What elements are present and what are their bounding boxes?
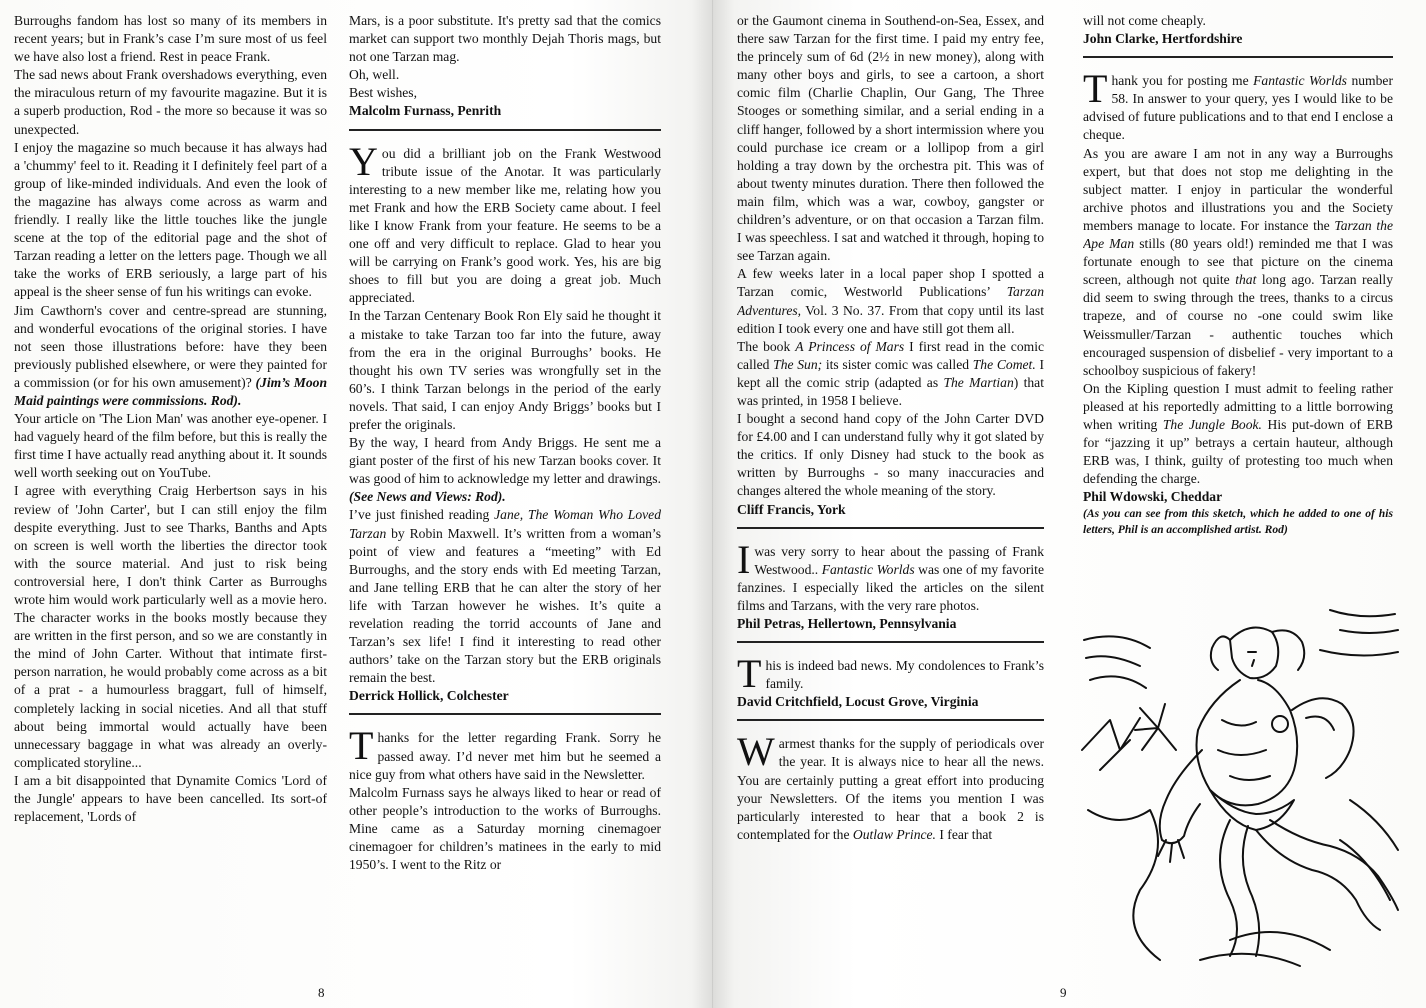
paragraph-text: By the way, I heard from Andy Briggs. He sent me a giant poster of the first of his new Tarzan books cover. It was good of him to acknowledge my letter and drawings. <box>349 435 661 487</box>
paragraph-text: A few weeks later in a local paper shop I spotted a Tarzan comic, Westworld Publications’ <box>737 266 1044 300</box>
drop-cap: W <box>737 729 775 775</box>
letter-opening <box>737 651 1044 697</box>
letter-signature: John Clarke, Hertfordshire <box>1083 31 1243 47</box>
paragraph-text: his is indeed bad news. My condolences to Frank’s family. <box>765 658 1044 692</box>
paragraph: I am a bit disappointed that Dynamite Comics 'Lord of the Jungle' appears to have been cancelled. Its sort-of replacement, 'Lords of <box>14 772 327 825</box>
paragraph-text: its sister comic was called <box>822 356 973 372</box>
comic-title: Tarzan Adventures, <box>737 284 1044 318</box>
letter-signature: Phil Petras, Hellertown, Pennsylvania <box>737 616 957 631</box>
paragraph: Malcolm Furnass says he always liked to hear or read of other people’s introduction to the works of Burroughs. Mine came as a Saturday morning cinemagoer cinemagoer for children’s matinees in the early to mid 1950’s. I went to the Ritz or <box>349 784 661 873</box>
letter-opening <box>737 536 1044 615</box>
comic-title: The Comet. <box>972 356 1036 372</box>
letter-opening <box>349 723 661 783</box>
film-title: Tarzan the Ape Man <box>1083 217 1393 252</box>
drop-cap: T <box>1083 66 1108 112</box>
paragraph: Best wishes, <box>349 85 417 101</box>
book-title: The Jungle Book. <box>1162 416 1262 432</box>
paragraph-text: I fear that <box>935 826 993 842</box>
paragraph: In the Tarzan Centenary Book Ron Ely said he thought it a mistake to take Tarzan too far into the future, away from the era in the original Burroughs’ books. He thought his own TV series was wrongfully set in the 60’s. I think Tarzan belongs in the period of the early novels. That said, I can enjoy Andy Briggs’ books but I prefer the originals. <box>349 308 661 432</box>
drop-cap: T <box>349 723 374 769</box>
paragraph-text: stills (80 years old!) reminded me that I was fortunate enough to see that picture on the cinema screen, although not quite <box>1083 236 1393 288</box>
tarzan-sketch-illustration <box>1080 600 1402 972</box>
paragraph: I enjoy the magazine so much because it has always had a 'chummy' feel to it. Reading it I definitely feel part of a group of like-minded individuals. And even the look of the magazine has always come across as warm and friendly. I really like the little touches like the jungle scene at the top of the editorial page and the shot of Tarzan reading a letter on the letters page. Though we all take the works of ERB seriously, a large part of his appeal is the sheer sense of fun his writings can evoke. <box>14 139 327 300</box>
paragraph-text: by Robin Maxwell. It’s written from a woman’s point of view and features a “meeting” with Ed Burroughs, and the story ends with Ed meeting Tarzan, and Jane telling ERB that he can alter the story of her life with Tarzan however he wishes. It’s quite a revelation reading the torrid accounts of Jane and Tarzan’s sex life! I find it interesting to read other authors’ take on the Tarzan story but the ERB originals remain the best. <box>349 525 661 686</box>
paragraph-text: Jim Cawthorn's cover and centre-spread are stunning, and wonderful evocations of the original stories. I have not seen those illustrations before: have they been previously published elsewhere, or were they painted for a commission (or for his own amusement)? <box>14 302 327 390</box>
paragraph-text: The book <box>737 338 796 354</box>
letter-divider <box>737 527 1044 543</box>
magazine-title: Fantastic Worlds <box>821 561 915 577</box>
paragraph <box>1083 380 1393 489</box>
letter-signature: Cliff Francis, York <box>737 501 846 517</box>
paragraph <box>737 265 1044 337</box>
letter-divider <box>737 719 1044 735</box>
paragraph <box>349 434 661 506</box>
paragraph: Oh, well. <box>349 67 400 83</box>
paragraph: Your article on 'The Lion Man' was another eye-opener. I had vaguely heard of the film before, but this is really the first time I have actually read anything about it. It sounds well worth seeking out on YouTube. <box>14 411 327 481</box>
paragraph <box>737 338 1044 410</box>
paragraph-text: ) that was printed, in 1958 I believe. <box>737 374 1044 408</box>
editor-caption: (As you can see from this sketch, which he added to one of his letters, Phil is an accomplished artist. Rod) <box>1083 507 1393 537</box>
letter-signature: Phil Wdowski, Cheddar <box>1083 489 1223 505</box>
editor-note: (Jim’s Moon Maid paintings were commissions. Rod). <box>14 374 327 408</box>
paragraph-text: I kept all the comic strip (adapted as <box>737 356 1044 390</box>
paragraph <box>349 506 661 687</box>
paragraph-text: hanks for the letter regarding Frank. Sorry he passed away. I’d never met him but he seemed a nice guy from what others have said in the Newsletter. <box>349 730 661 782</box>
drop-cap: Y <box>349 138 378 184</box>
page-gutter <box>712 0 713 1008</box>
editor-note: (See News and Views: Rod). <box>349 489 506 505</box>
book-title: A Princess of Mars <box>795 338 905 354</box>
paragraph-text: As you are aware I am not in any way a Burroughs expert, but that does not stop me delighting in the subject matter. I enjoy in particular the wonderful archive photos and illustrations you and the Society members manage to locate. For instance the <box>1083 145 1393 233</box>
letter-opening <box>737 729 1044 844</box>
drop-cap: T <box>737 651 762 697</box>
paragraph: I agree with everything Craig Herbertson says in his review of 'John Carter', but I can still enjoy the film despite everything. Just to see Tharks, Banths and Apts on screen is well worth the liberties the director took with the source material. And just to risk being controversial here, I don't think Carter as Burroughs wrote him would work particularly well as a movie hero. The character works in the books mostly because they are written in the first person, and so we are constantly in the mind of John Carter. Without that intimate first-person narration, he would probably come across as a bit of a prat - a humourless braggart, full of himself, completely lacking in social niceties. And all that stuff about being immortal would actually have been unnecessary baggage in what was already an overly-complicated storyline... <box>14 483 327 770</box>
letters-column-1 <box>14 12 327 960</box>
paragraph-text: Vol. 3 No. 37. From that copy until its last edition I took every one and have still got them all. <box>737 302 1044 336</box>
comic-title: The Sun; <box>773 356 823 372</box>
letter-divider <box>349 713 661 729</box>
letters-column-2 <box>349 12 661 960</box>
paragraph: or the Gaumont cinema in Southend-on-Sea, Essex, and there saw Tarzan for the first time. I paid my entry fee, the princely sum of 6d (2½ in new money), along with many other boys and girls, to see a cartoon, a short comic film (Charlie Chaplin, Our Gang, The Three Stooges or something similar, and a serial ending in a cliff hanger, followed by a short intermission where you could purchase ice cream or a lollipop from a girl holding a tray down by the orchestra pit. This was of about twenty minutes duration. There then followed the main film, which was a war, cowboy, gangster or children’s adventure, or on that occasion a Tarzan film. I was speechless. I sat and watched it through, hoping to see Tarzan again. <box>737 13 1044 264</box>
paragraph: will not come cheaply. <box>1083 13 1206 28</box>
page-number-right: 9 <box>1060 985 1067 1000</box>
letters-column-3 <box>737 12 1044 960</box>
letter-signature: Derrick Hollick, Colchester <box>349 688 509 704</box>
book-title: Jane, The Woman Who Loved Tarzan <box>349 507 661 541</box>
letters-column-4 <box>1083 12 1393 652</box>
letter-signature: David Critchfield, Locust Grove, Virginia <box>737 694 979 710</box>
paragraph-text: was very sorry to hear about the passing of Frank Westwood.. <box>754 543 1044 577</box>
paragraph: The sad news about Frank overshadows everything, even the miraculous return of my favourite magazine. But it is a superb production, Rod - the more so because it was so unexpected. <box>14 67 327 137</box>
paragraph: I bought a second hand copy of the John Carter DVD for £4.00 and I can understand fully why it got slated by the critics. If only Disney had stuck to the book as written by Burroughs - so many inaccuracies and changes altered the whole meaning of the story. <box>737 411 1044 499</box>
letter-divider <box>737 641 1044 657</box>
book-title: Outlaw Prince. <box>852 826 936 842</box>
paragraph <box>14 302 327 411</box>
page-number-left: 8 <box>318 985 325 1000</box>
paragraph-text: I’ve just finished reading <box>349 507 495 523</box>
paragraph-text: ou did a brilliant job on the Frank Westwood tribute issue of the Anotar. It was particularly interesting to a new member like me, relating how you met Frank and how the ERB Society came about. I feel like I know Frank from your feature. He seems to be a one off and very difficult to replace. Glad to hear you will be carrying on Frank’s good work. Yes, his are big shoes to fill but you are doing a great job. Much appreciated. <box>349 145 661 306</box>
paragraph-text: number 58. In answer to your query, yes I would like to be advised of future publications and to that end I enclose a cheque. <box>1083 73 1393 143</box>
paragraph-text: His put-down of ERB for “jazzing it up” betrays a certain hauteur, although ERB was, I think, guilty of protesting too much when defending the charge. <box>1083 416 1393 487</box>
paragraph-text: was one of my favorite fanzines. I especially liked the articles on the silent films and Tarzans, with the very rare photos. <box>737 561 1044 613</box>
letter-divider <box>1083 56 1393 72</box>
paragraph: Burroughs fandom has lost so many of its members in recent years; but in Frank’s case I’m sure most of us feel we have also lost a friend. Rest in peace Frank. <box>14 13 327 65</box>
paragraph <box>1083 145 1393 380</box>
letter-divider <box>349 129 661 145</box>
drop-cap: I <box>737 536 751 582</box>
comic-title: The Martian <box>943 374 1014 390</box>
paragraph-text: armest thanks for the supply of periodicals over the year. It is always nice to hear all the news. You are certainly putting a great effort into producing your Newsletters. Of the items you mention I was particularly interested to hear that a book 2 is contemplated for the <box>737 736 1044 842</box>
paragraph: Mars, is a poor substitute. It's pretty sad that the comics market can support two monthly Dejah Thoris mags, but not one Tarzan mag. <box>349 13 661 65</box>
letter-opening <box>1083 66 1393 144</box>
letter-opening <box>349 138 661 308</box>
paragraph-text: I first read in the comic called <box>737 338 1044 372</box>
letter-signature: Malcolm Furnass, Penrith <box>349 103 502 119</box>
paragraph-text: long ago. Tarzan really did seem to swing through the trees, thanks to a circus trapeze, and of course no -one could swim like Weissmuller/Tarzan - authentic touches which encouraged suspension of disbelief - very important to a schoolboy suspicious of fakery! <box>1083 272 1393 378</box>
paragraph-text: hank you for posting me <box>1111 73 1254 89</box>
paragraph-text: On the Kipling question I must admit to feeling rather pleased at his reportedly admitting to a little borrowing when writing <box>1083 380 1393 432</box>
magazine-title: Fantastic Worlds <box>1253 73 1347 89</box>
emphasis-word: that <box>1235 272 1257 288</box>
